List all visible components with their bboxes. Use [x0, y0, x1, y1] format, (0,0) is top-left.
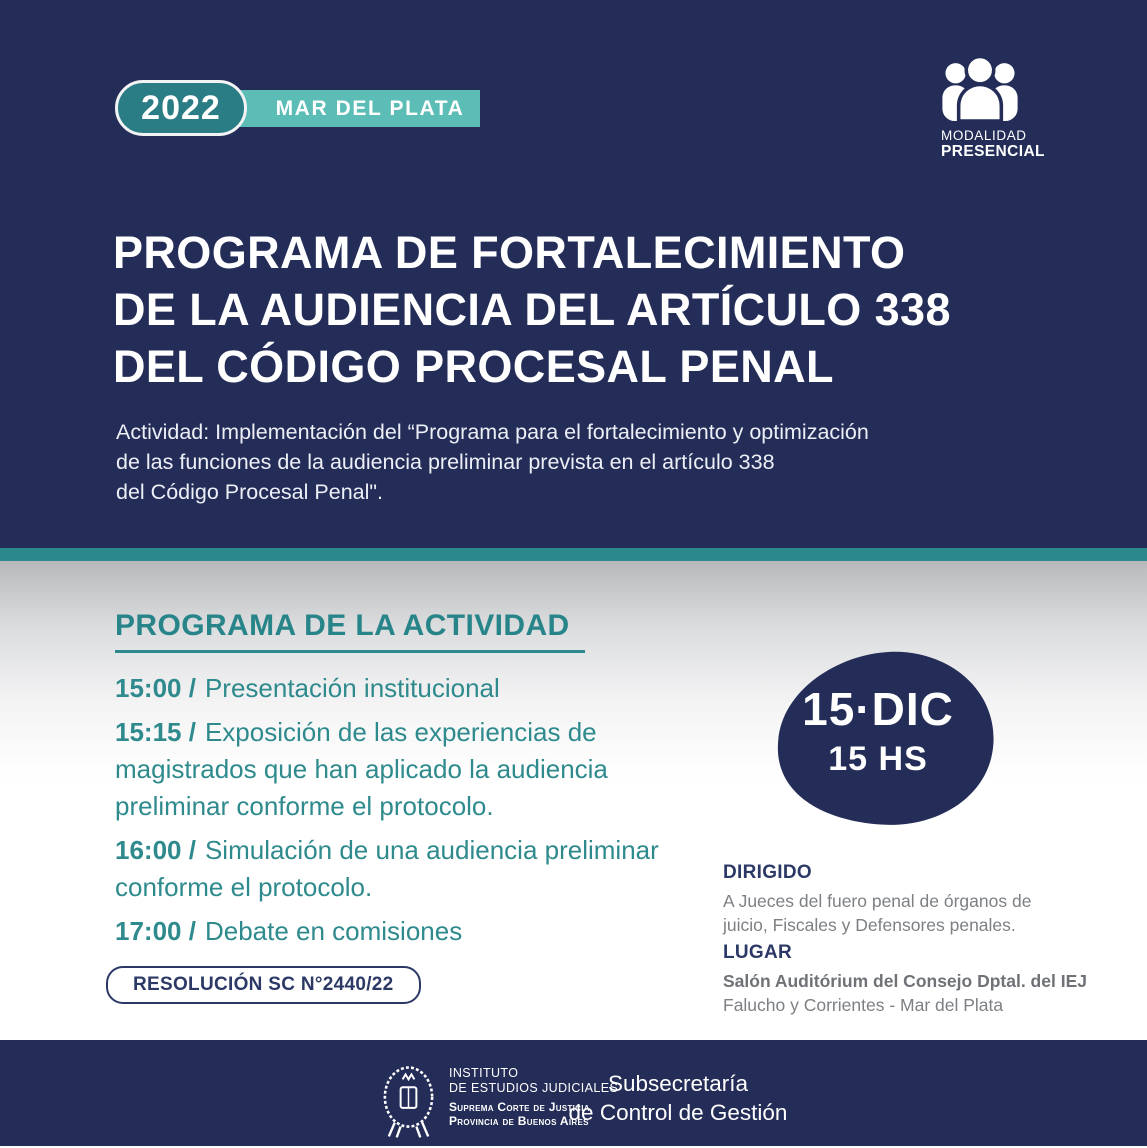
schedule-text: Presentación institucional [204, 673, 500, 703]
dirigido-heading: DIRIGIDO [723, 862, 812, 883]
modality-line2: PRESENCIAL [941, 143, 1045, 160]
date-badge-text [748, 634, 1008, 826]
subsecretaria-line2: de Control de Gestión [568, 1100, 788, 1125]
lugar-address: Falucho y Corrientes - Mar del Plata [723, 995, 1004, 1015]
city-badge [236, 90, 480, 127]
institute-line4: Provincia de Buenos Aires [449, 1114, 589, 1128]
modality-line1: MODALIDAD [941, 128, 1027, 143]
year-badge [115, 80, 247, 136]
subsecretaria-line1: Subsecretaría [607, 1071, 749, 1096]
schedule-time: 16:00 / [115, 835, 196, 865]
institute-line3: Suprema Corte de Justicia [449, 1100, 590, 1114]
institute-line1: INSTITUTO [449, 1066, 519, 1080]
year-label: 2022 [141, 88, 221, 127]
schedule-list [115, 670, 675, 957]
title-line-3: DEL CÓDIGO PROCESAL PENAL [113, 341, 834, 392]
schedule-time: 15:00 / [115, 673, 196, 703]
date-badge [754, 642, 1014, 834]
title-line-2: DE LA AUDIENCIA DEL ARTÍCULO 338 [113, 284, 951, 335]
lugar-heading: LUGAR [723, 942, 793, 963]
event-time: 15 HS [828, 739, 928, 778]
modality-block [941, 58, 1045, 161]
teal-divider [0, 548, 1147, 561]
dirigido-text: A Jueces del fuero penal de órganos de juicio, Fiscales y Defensores penales. [723, 891, 1032, 935]
subsecretaria-block [518, 1069, 838, 1127]
schedule-time: 17:00 / [115, 916, 196, 946]
institute-line2: DE ESTUDIOS JUDICIALES [449, 1081, 619, 1095]
schedule-text: Debate en comisiones [204, 916, 463, 946]
program-heading: PROGRAMA DE LA ACTIVIDAD [115, 609, 570, 642]
page-title [113, 224, 951, 395]
judicial-crest-icon [377, 1057, 440, 1148]
schedule-text: Exposición de las experiencias de magistrados que han aplicado la audiencia preliminar conforme el protocolo. [115, 717, 608, 821]
description-line-1: Actividad: Implementación del “Programa para el fortalecimiento y optimización [116, 420, 869, 444]
schedule-item [115, 832, 675, 906]
lugar-block [723, 942, 1103, 1017]
resolution-badge [106, 966, 421, 1004]
dirigido-block [723, 862, 1075, 937]
schedule-time: 15:15 / [115, 717, 196, 747]
activity-description [116, 417, 869, 507]
city-label: MAR DEL PLATA [275, 96, 465, 120]
schedule-item [115, 913, 675, 950]
program-heading-underline [115, 650, 585, 653]
event-date: 15·DIC [802, 682, 954, 735]
title-line-1: PROGRAMA DE FORTALECIMIENTO [113, 227, 906, 278]
schedule-item [115, 670, 675, 707]
schedule-item [115, 714, 675, 825]
resolution-label: RESOLUCIÓN SC N°2440/22 [133, 974, 394, 995]
lugar-venue: Salón Auditórium del Consejo Dptal. del IEJ [723, 971, 1087, 991]
description-line-2: de las funciones de la audiencia preliminar prevista en el artículo 338 [116, 450, 775, 474]
people-group-icon [941, 58, 1045, 121]
schedule-text: Simulación de una audiencia preliminar conforme el protocolo. [115, 835, 659, 902]
description-line-3: del Código Procesal Penal". [116, 480, 383, 504]
